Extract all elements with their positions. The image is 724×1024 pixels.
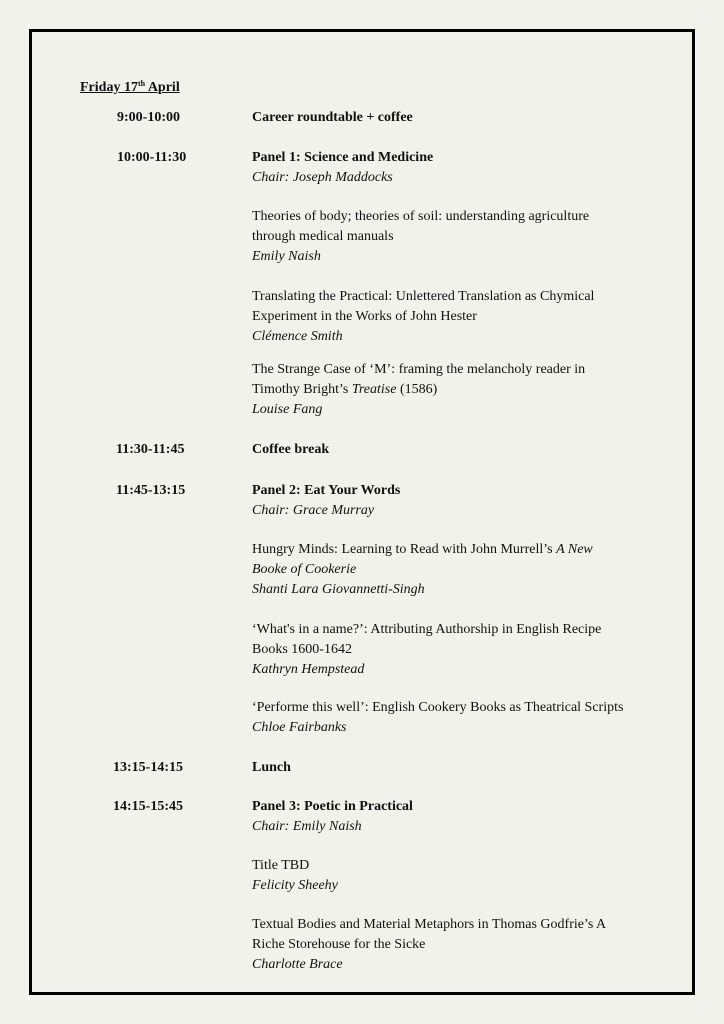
talk-title-line [252,380,652,400]
talk-speaker: Charlotte Brace [252,956,343,972]
session-title: Lunch [252,760,291,775]
time-slot: 9:00-10:00 [117,110,180,125]
panel-block [252,797,652,837]
talk-title-line [252,540,652,560]
panel-chair: Chair: Grace Murray [252,502,375,518]
panel-chair: Chair: Emily Naish [252,818,362,834]
panel-title: Panel 3: Poetic in Practical [252,799,413,814]
talk-title-line: ‘Performe this well’: English Cookery Books as Theatrical Scripts [252,700,624,715]
talk [252,287,652,346]
talk-speaker: Shanti Lara Giovannetti-Singh [252,581,425,597]
talk [252,698,672,738]
session-title: Career roundtable + coffee [252,110,413,125]
talk-title-line: Translating the Practical: Unlettered Translation as Chymical [252,289,595,304]
day-label: Friday 17 [80,80,138,95]
talk [252,856,652,896]
talk-speaker: Felicity Sheehy [252,877,338,893]
talk [252,620,652,679]
panel-chair: Chair: Joseph Maddocks [252,169,393,185]
talk-title-line: Books 1600-1642 [252,641,352,657]
talk-title-line: through medical manuals [252,228,394,244]
time-slot: 11:30-11:45 [116,442,185,457]
talk-title-line: ‘What's in a name?’: Attributing Authorship in English Recipe [252,622,602,637]
talk [252,540,652,599]
time-slot: 13:15-14:15 [113,760,183,775]
panel-block [252,148,652,188]
talk-speaker: Louise Fang [252,401,323,417]
talk-title-line: Riche Storehouse for the Sicke [252,936,426,952]
time-slot: 11:45-13:15 [116,483,186,498]
panel-title: Panel 1: Science and Medicine [252,150,434,165]
talk [252,915,652,974]
talk [252,207,652,266]
talk-title-line: The Strange Case of ‘M’: framing the melancholy reader in [252,362,586,377]
time-slot: 10:00-11:30 [117,150,187,165]
talk-title-line: Title TBD [252,858,310,873]
talk [252,360,652,419]
panel-title: Panel 2: Eat Your Words [252,483,401,498]
work-title: Treatise [351,381,397,397]
session-title: Coffee break [252,442,330,457]
work-title: A New [556,542,593,557]
day-heading [80,79,180,96]
talk-title-text: Hungry Minds: Learning to Read with John Murrell’s [252,542,557,557]
talk-title-line: Theories of body; theories of soil: understanding agriculture [252,209,590,224]
panel-block [252,481,652,521]
talk-speaker: Clémence Smith [252,328,343,344]
day-month: April [147,80,180,95]
talk-title-line: Experiment in the Works of John Hester [252,308,477,324]
talk-speaker: Chloe Fairbanks [252,719,347,735]
talk-title-text: Timothy Bright’s [252,381,352,397]
talk-title-line: Textual Bodies and Material Metaphors in Thomas Godfrie’s A [252,917,607,932]
day-ordinal: th [137,79,146,88]
time-slot: 14:15-15:45 [113,799,183,814]
talk-speaker: Kathryn Hempstead [252,661,365,677]
talk-speaker: Emily Naish [252,248,321,264]
work-title: Booke of Cookerie [252,561,357,577]
talk-title-text: (1586) [396,381,438,397]
